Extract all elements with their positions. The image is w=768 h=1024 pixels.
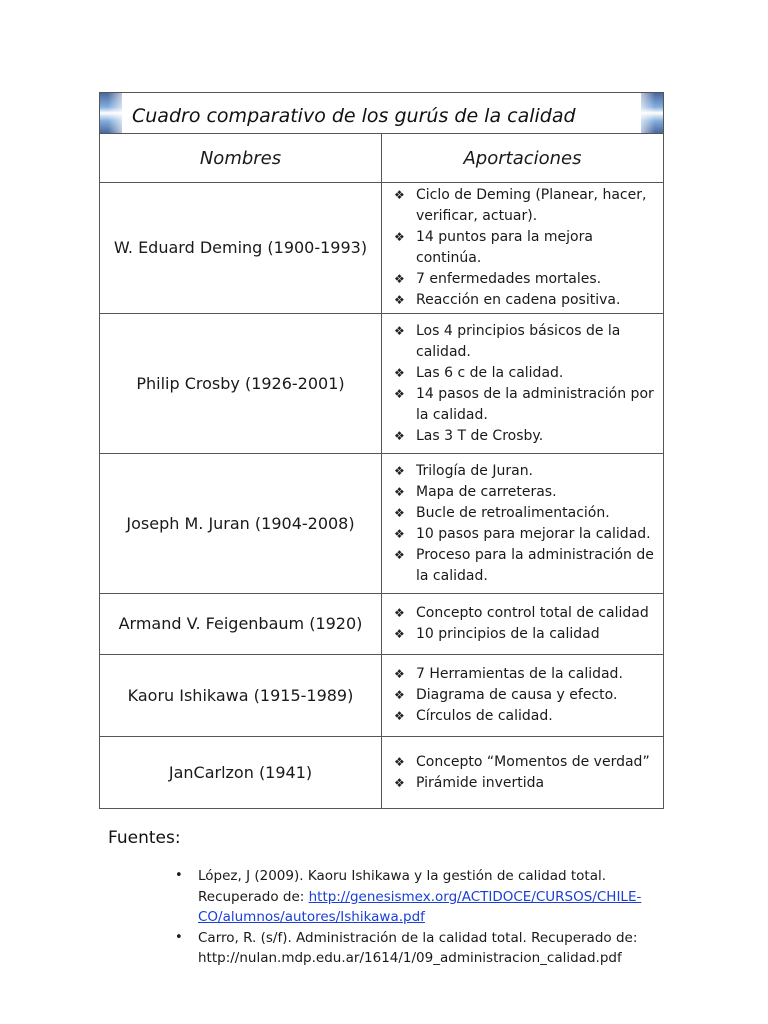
guru-name: Kaoru Ishikawa (1915-1989) xyxy=(100,655,382,737)
diamond-bullet-icon: ❖ xyxy=(394,627,405,641)
contributions-list xyxy=(392,664,657,727)
diamond-bullet-icon: ❖ xyxy=(394,428,405,443)
contribution-item xyxy=(392,384,657,426)
contribution-item xyxy=(392,752,657,773)
gurus-comparison-table xyxy=(99,92,664,809)
diamond-bullet-icon: ❖ xyxy=(394,293,405,307)
diamond-bullet-icon: ❖ xyxy=(394,505,405,520)
contribution-text: Bucle de retroalimentación. xyxy=(416,504,610,521)
guru-contributions xyxy=(382,737,664,809)
diamond-bullet-icon: ❖ xyxy=(394,230,405,244)
contribution-text: Proceso para la administración de la calidad. xyxy=(416,546,654,584)
contributions-list xyxy=(392,185,657,311)
guru-name: JanCarlzon (1941) xyxy=(100,737,382,809)
diamond-bullet-icon: ❖ xyxy=(394,272,405,286)
contribution-text: Diagrama de causa y efecto. xyxy=(416,687,618,703)
guru-name: W. Eduard Deming (1900-1993) xyxy=(100,183,382,314)
diamond-bullet-icon: ❖ xyxy=(394,775,405,790)
contributions-list xyxy=(392,461,657,587)
guru-contributions xyxy=(382,314,664,454)
guru-row xyxy=(100,737,664,809)
title-decoration-left xyxy=(100,93,122,133)
contribution-text: 10 principios de la calidad xyxy=(416,626,600,642)
diamond-bullet-icon: ❖ xyxy=(394,667,405,681)
contribution-text: 14 puntos para la mejora continúa. xyxy=(416,229,593,266)
contribution-text: Pirámide invertida xyxy=(416,774,545,791)
contribution-item xyxy=(392,185,657,227)
guru-row xyxy=(100,183,664,314)
contribution-item xyxy=(392,706,657,727)
contribution-item xyxy=(392,685,657,706)
guru-contributions xyxy=(382,594,664,655)
contribution-item xyxy=(392,321,657,363)
contribution-text: Reacción en cadena positiva. xyxy=(416,292,621,308)
contribution-text: Concepto control total de calidad xyxy=(416,605,649,621)
contribution-item xyxy=(392,426,657,447)
guru-row xyxy=(100,454,664,594)
contribution-text: Las 6 c de la calidad. xyxy=(416,364,564,381)
contribution-text: 14 pasos de la administración por la calidad. xyxy=(416,385,654,423)
contributions-list xyxy=(392,752,657,794)
guru-name: Armand V. Feigenbaum (1920) xyxy=(100,594,382,655)
source-item xyxy=(175,866,675,928)
contribution-text: 7 enfermedades mortales. xyxy=(416,271,602,287)
contribution-item xyxy=(392,603,657,624)
contribution-item xyxy=(392,227,657,269)
guru-contributions xyxy=(382,454,664,594)
title-cell xyxy=(100,93,664,134)
header-row xyxy=(100,134,664,183)
contribution-item xyxy=(392,290,657,311)
contribution-item xyxy=(392,773,657,794)
table-title: Cuadro comparativo de los gurús de la calidad xyxy=(132,105,576,127)
title-row xyxy=(100,93,664,134)
contribution-text: Círculos de calidad. xyxy=(416,708,553,724)
title-decoration-right xyxy=(641,93,663,133)
guru-contributions xyxy=(382,655,664,737)
contribution-item xyxy=(392,524,657,545)
contribution-text: Los 4 principios básicos de la calidad. xyxy=(416,322,621,360)
header-contributions: Aportaciones xyxy=(382,134,664,183)
contribution-text: Concepto “Momentos de verdad” xyxy=(416,753,650,770)
guru-contributions xyxy=(382,183,664,314)
diamond-bullet-icon: ❖ xyxy=(394,709,405,723)
contribution-item xyxy=(392,482,657,503)
contribution-item xyxy=(392,664,657,685)
guru-row xyxy=(100,594,664,655)
guru-name: Joseph M. Juran (1904-2008) xyxy=(100,454,382,594)
diamond-bullet-icon: ❖ xyxy=(394,547,405,562)
contribution-item xyxy=(392,503,657,524)
guru-row xyxy=(100,655,664,737)
diamond-bullet-icon: ❖ xyxy=(394,688,405,702)
contribution-item xyxy=(392,461,657,482)
contribution-text: Ciclo de Deming (Planear, hacer, verificar, actuar). xyxy=(416,187,647,224)
contribution-item xyxy=(392,624,657,645)
diamond-bullet-icon: ❖ xyxy=(394,386,405,401)
source-link[interactable]: http://genesismex.org/ACTIDOCE/CURSOS/CHILE-CO/alumnos/autores/Ishikawa.pdf xyxy=(198,888,642,925)
source-item xyxy=(175,928,675,969)
bullet-dot-icon: • xyxy=(175,868,183,883)
contribution-text: 10 pasos para mejorar la calidad. xyxy=(416,525,651,542)
diamond-bullet-icon: ❖ xyxy=(394,188,405,202)
diamond-bullet-icon: ❖ xyxy=(394,606,405,620)
diamond-bullet-icon: ❖ xyxy=(394,463,405,478)
guru-name: Philip Crosby (1926-2001) xyxy=(100,314,382,454)
diamond-bullet-icon: ❖ xyxy=(394,484,405,499)
contribution-text: 7 Herramientas de la calidad. xyxy=(416,666,623,682)
diamond-bullet-icon: ❖ xyxy=(394,754,405,769)
contribution-item xyxy=(392,363,657,384)
bullet-dot-icon: • xyxy=(175,929,183,945)
contribution-item xyxy=(392,545,657,587)
diamond-bullet-icon: ❖ xyxy=(394,323,405,338)
diamond-bullet-icon: ❖ xyxy=(394,365,405,380)
contribution-text: Mapa de carreteras. xyxy=(416,483,557,500)
source-text: López, J (2009). Kaoru Ishikawa y la gestión de calidad total. Recuperado de: xyxy=(198,868,607,905)
contribution-item xyxy=(392,269,657,290)
guru-row xyxy=(100,314,664,454)
header-names: Nombres xyxy=(100,134,382,183)
diamond-bullet-icon: ❖ xyxy=(394,526,405,541)
sources-heading: Fuentes: xyxy=(108,828,181,848)
contribution-text: Las 3 T de Crosby. xyxy=(416,427,544,444)
contributions-list xyxy=(392,603,657,645)
sources-list xyxy=(175,866,675,969)
contributions-list xyxy=(392,321,657,447)
table-body xyxy=(100,183,664,809)
source-text: Carro, R. (s/f). Administración de la calidad total. Recuperado de: http://nulan.mdp.edu.ar/1614/1/09_administracion_calidad.pdf xyxy=(198,929,638,966)
contribution-text: Trilogía de Juran. xyxy=(416,462,534,479)
